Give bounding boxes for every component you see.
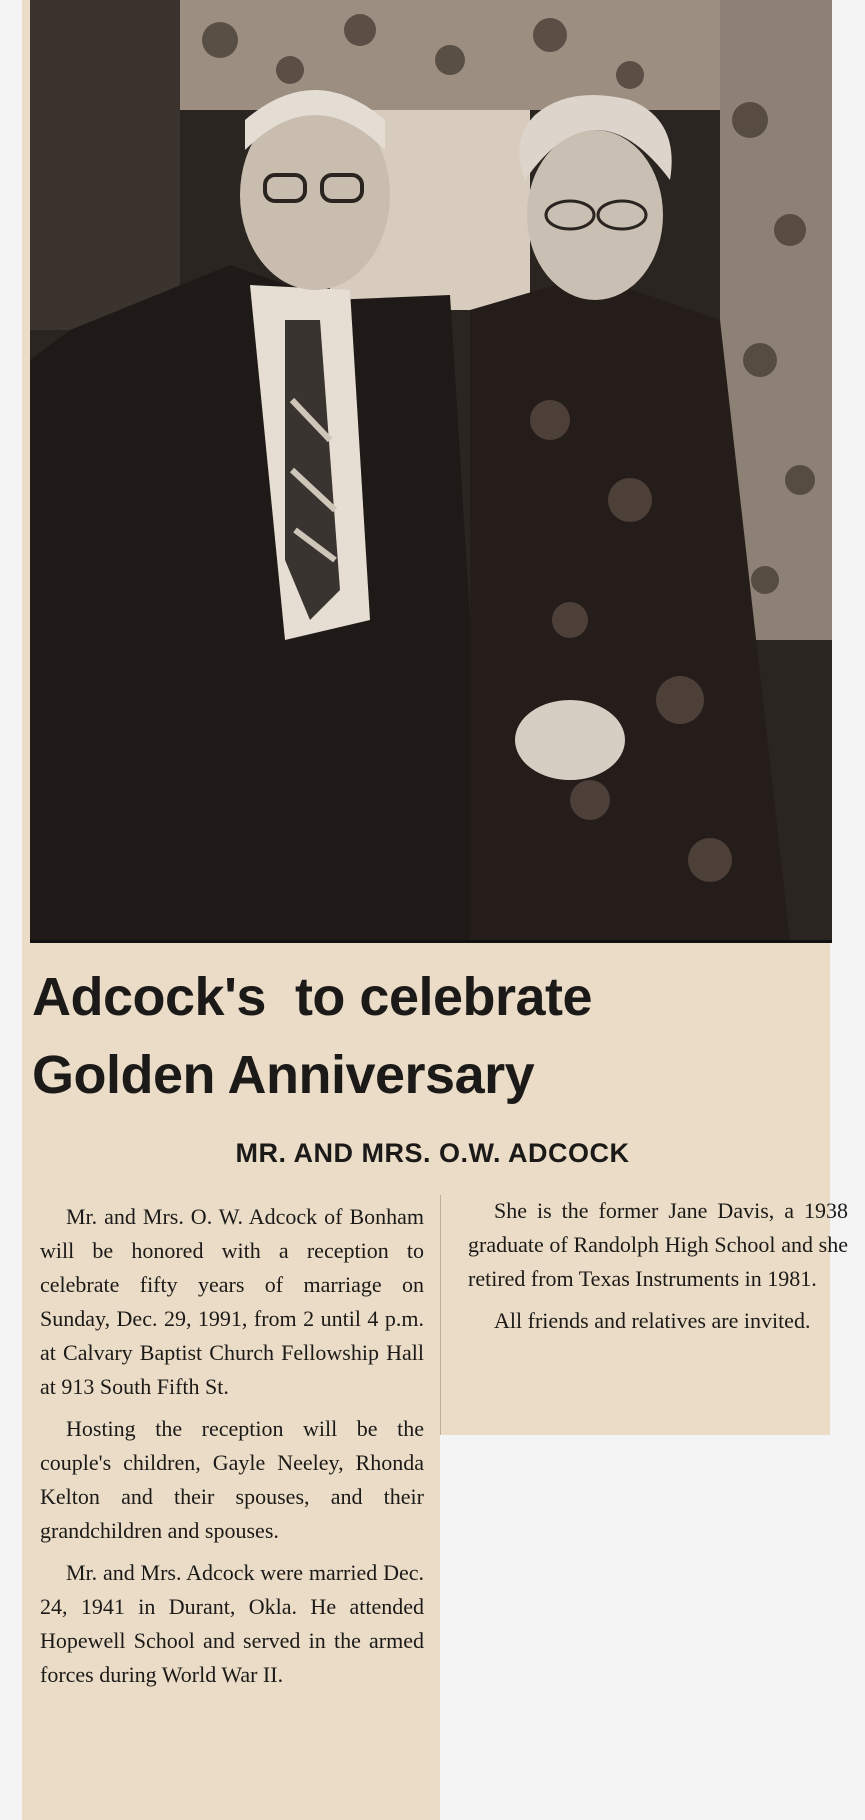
article-column-2 <box>468 1194 848 1346</box>
headline-line-2: Golden Anniversary <box>32 1045 535 1105</box>
article-column-1 <box>40 1200 424 1700</box>
paragraph: Mr. and Mrs. O. W. Adcock of Bonham will be honored with a reception to celebrate fifty years of marriage on Sunday, Dec. 29, 1991, from 2 until 4 p.m. at Calvary Baptist Church Fellowship Hall at 913 South Fifth St. <box>40 1204 424 1399</box>
subheading: MR. AND MRS. O.W. ADCOCK <box>235 1138 630 1168</box>
paragraph: All friends and relatives are invited. <box>494 1308 811 1333</box>
headline-line-1: Adcock's to celebrate <box>32 967 593 1027</box>
headline <box>32 958 832 1114</box>
column-divider <box>440 1195 441 1435</box>
paragraph: Mr. and Mrs. Adcock were married Dec. 24, 1941 in Durant, Okla. He attended Hopewell School and served in the armed forces during World War II. <box>40 1560 424 1687</box>
couple-portrait-photo <box>30 0 832 943</box>
paragraph: Hosting the reception will be the couple's children, Gayle Neeley, Rhonda Kelton and their spouses, and their grandchildren and spouses. <box>40 1416 424 1543</box>
paragraph: She is the former Jane Davis, a 1938 graduate of Randolph High School and she retired from Texas Instruments in 1981. <box>468 1198 848 1291</box>
photo-illustration <box>30 0 832 940</box>
background-area <box>440 1435 865 1820</box>
